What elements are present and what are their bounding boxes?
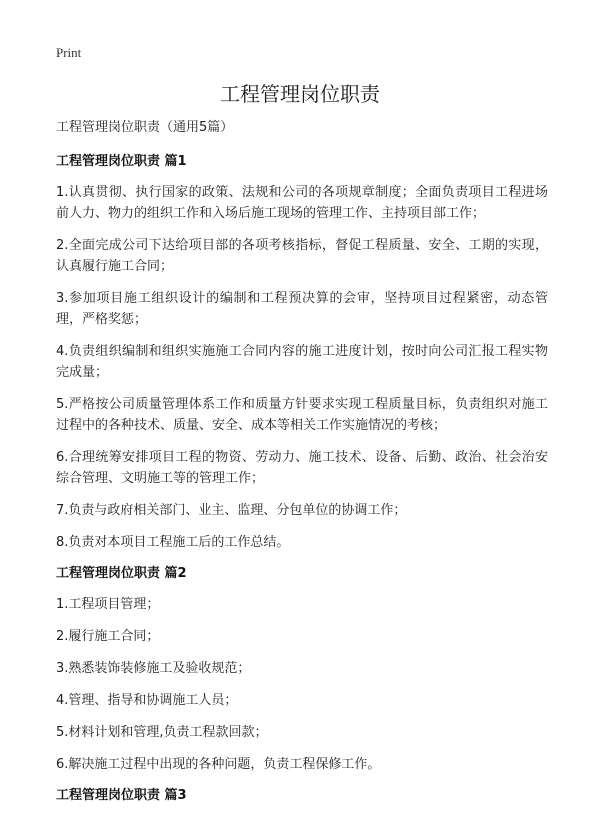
list-item: 4.负责组织编制和组织实施施工合同内容的施工进度计划，按时向公司汇报工程实物完成量；	[56, 344, 548, 380]
section-heading: 工程管理岗位职责 篇2	[56, 566, 187, 581]
list-item: 3.参加项目施工组织设计的编制和工程预决算的会审，坚持项目过程紧密，动态管理，严格奖惩；	[56, 291, 548, 327]
list-item: 7.负责与政府相关部门、业主、监理、分包单位的协调工作；	[56, 503, 407, 518]
list-item: 6.合理统筹安排项目工程的物资、劳动力、施工技术、设备、后勤、政治、社会治安综合管理、文明施工等的管理工作；	[56, 450, 548, 486]
section-3	[56, 786, 548, 806]
list-item: 5.严格按公司质量管理体系工作和质量方针要求实现工程质量目标，负责组织对施工过程中的各种技术、质量、安全、成本等相关工作实施情况的考核；	[56, 397, 548, 433]
document-body	[56, 118, 548, 816]
section-heading: 工程管理岗位职责 篇3	[56, 788, 187, 803]
list-item: 2.履行施工合同；	[56, 629, 160, 644]
list-item: 2.全面完成公司下达给项目部的各项考核指标，督促工程质量、安全、工期的实现，认真履行施工合同；	[56, 238, 548, 274]
list-item: 1.工程项目管理；	[56, 597, 160, 612]
list-item: 5.材料计划和管理,负责工程款回款；	[56, 725, 268, 740]
list-item: 6.解决施工过程中出现的各种问题，负责工程保修工作。	[56, 757, 381, 772]
list-item: 1.认真贯彻、执行国家的政策、法规和公司的各项规章制度；全面负责项目工程进场前人力、物力的组织工作和入场后施工现场的管理工作、主持项目部工作；	[56, 185, 548, 221]
section-2	[56, 564, 548, 775]
document-subtitle: 工程管理岗位职责（通用5篇）	[56, 120, 234, 135]
print-link[interactable]: Print	[56, 45, 82, 60]
list-item: 4.管理、指导和协调施工人员；	[56, 693, 238, 708]
section-1	[56, 152, 548, 553]
list-item: 3.熟悉装饰装修施工及验收规范；	[56, 661, 251, 676]
page-title: 工程管理岗位职责	[220, 82, 380, 106]
section-heading: 工程管理岗位职责 篇1	[56, 154, 187, 169]
list-item: 8.负责对本项目工程施工后的工作总结。	[56, 535, 290, 550]
